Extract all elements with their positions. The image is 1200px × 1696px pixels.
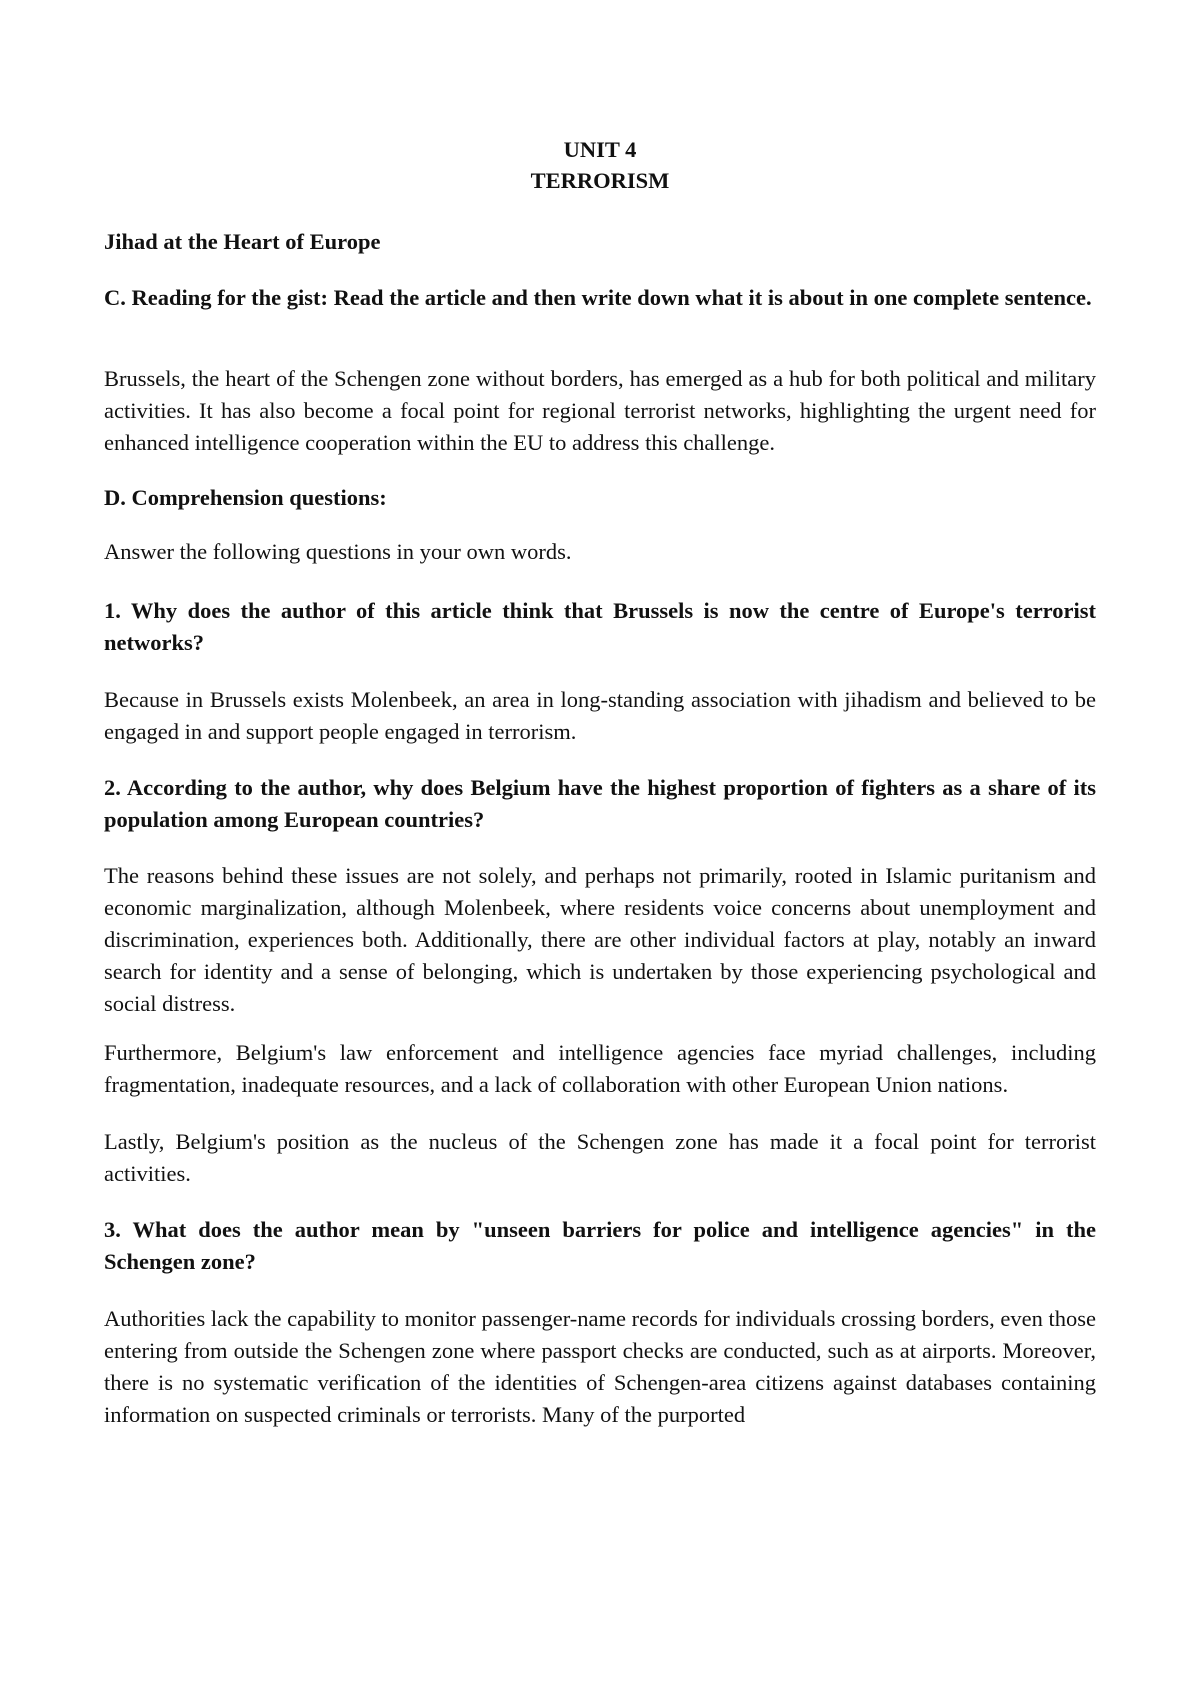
section-c-heading: C. Reading for the gist: Read the article and then write down what it is about in one complete sentence. [104,285,1092,310]
question-1: 1. Why does the author of this article think that Brussels is now the centre of Europe's terrorist networks? [104,598,1096,655]
question-2: 2. According to the author, why does Belgium have the highest proportion of fighters as a share of its population among European countries? [104,775,1096,832]
article-title: Jihad at the Heart of Europe [104,229,381,254]
section-d-heading: D. Comprehension questions: [104,485,387,510]
section-d-instruction: Answer the following questions in your own words. [104,539,572,564]
unit-heading: UNIT 4 [563,137,637,162]
answer-1: Because in Brussels exists Molenbeek, an area in long-standing association with jihadism and believed to be engaged in and support people engaged in terrorism. [104,687,1096,744]
answer-3: Authorities lack the capability to monitor passenger-name records for individuals crossing borders, even those entering from outside the Schengen zone where passport checks are conducted, such as at airports. Moreover, there is no systematic verification of the identities of Schengen-area citizens against databases containing information on suspected criminals or terrorists. Many of the purported [104,1306,1096,1427]
answer-2-paragraph-3: Lastly, Belgium's position as the nucleus of the Schengen zone has made it a focal point for terrorist activities. [104,1129,1096,1186]
section-c-answer: Brussels, the heart of the Schengen zone without borders, has emerged as a hub for both political and military activities. It has also become a focal point for regional terrorist networks, highlighting the urgent need for enhanced intelligence cooperation within the EU to address this challenge. [104,366,1096,455]
answer-2-paragraph-1: The reasons behind these issues are not solely, and perhaps not primarily, rooted in Islamic puritanism and economic marginalization, although Molenbeek, where residents voice concerns about unemployment and discrimination, experiences both. Additionally, there are other individual factors at play, notably an inward search for identity and a sense of belonging, which is undertaken by those experiencing psychological and social distress. [104,863,1096,1016]
answer-2-paragraph-2: Furthermore, Belgium's law enforcement and intelligence agencies face myriad challenges, including fragmentation, inadequate resources, and a lack of collaboration with other European Union nations. [104,1040,1096,1097]
question-3: 3. What does the author mean by "unseen barriers for police and intelligence agencies" in the Schengen zone? [104,1217,1096,1274]
topic-heading: TERRORISM [530,168,670,193]
